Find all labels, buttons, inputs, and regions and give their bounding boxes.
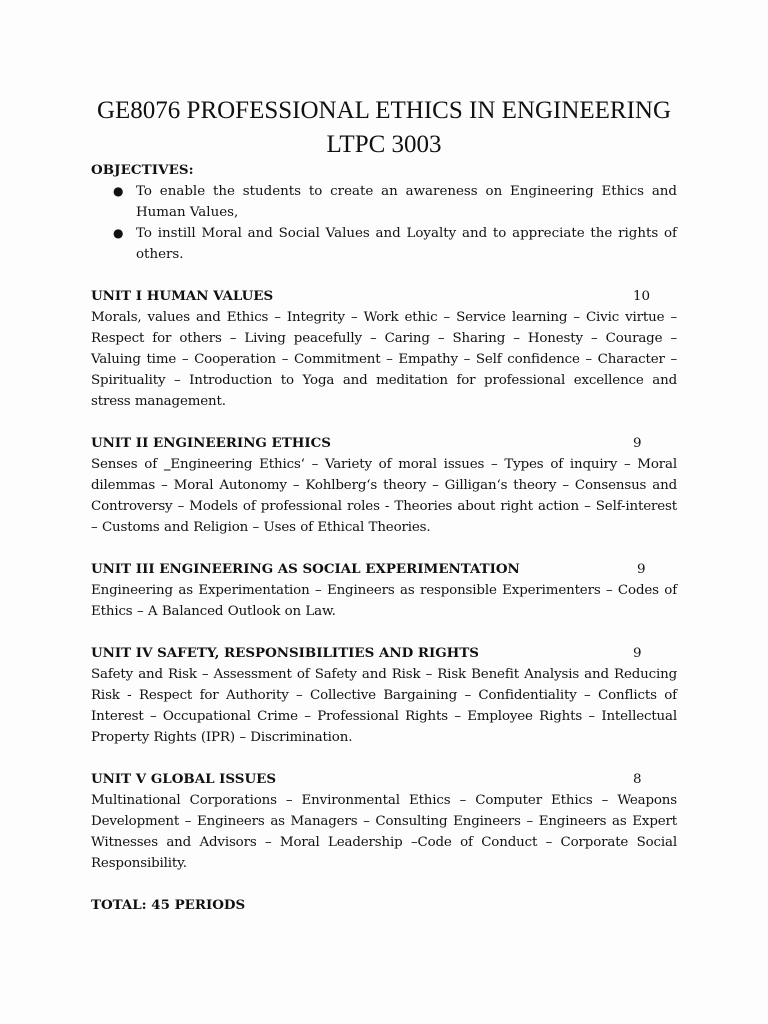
objective-text: To enable the students to create an awareness on Engineering Ethics and Human Values, xyxy=(136,184,677,220)
unit-content: Multinational Corporations – Environmental Ethics – Computer Ethics – Weapons Development – Engineers as Managers – Consulting Engineers – Engineers as Expert Witnesses and Advisors – Moral Leadership –Code of Conduct – Corporate Social Responsibility. xyxy=(91,793,677,871)
unit-hours: 8 xyxy=(633,772,642,787)
course-ltpc: LTPC 3003 xyxy=(326,131,442,158)
unit-title: UNIT I HUMAN VALUES xyxy=(91,288,274,304)
unit-title: UNIT IV SAFETY, RESPONSIBILITIES AND RIGHTS xyxy=(91,645,479,661)
total-periods: TOTAL: 45 PERIODS xyxy=(91,897,246,913)
bullet-icon: ● xyxy=(113,184,124,198)
unit-heading xyxy=(91,559,677,580)
syllabus-content xyxy=(91,160,677,916)
unit-section xyxy=(91,769,677,874)
unit-heading xyxy=(91,769,677,790)
unit-content: Morals, values and Ethics – Integrity – Work ethic – Service learning – Civic virtue – Respect for others – Living peacefully – Caring – Sharing – Honesty – Courage – Valuing time – Cooperation – Commitment – Empathy – Self confidence – Character – Spirituality – Introduction to Yoga and meditation for professional excellence and stress management. xyxy=(91,310,677,409)
unit-content: Senses of ‗Engineering Ethics‘ – Variety of moral issues – Types of inquiry – Moral dilemmas – Moral Autonomy – Kohlberg‘s theory – Gilligan‘s theory – Consensus and Controversy – Models of professional roles - Theories about right action – Self-interest – Customs and Religion – Uses of Ethical Theories. xyxy=(91,457,677,535)
unit-hours: 9 xyxy=(637,562,646,577)
unit-section xyxy=(91,559,677,622)
bullet-icon: ● xyxy=(113,226,124,240)
unit-hours: 9 xyxy=(633,436,642,451)
objective-text: To instill Moral and Social Values and Loyalty and to appreciate the rights of others. xyxy=(136,226,677,262)
unit-title: UNIT V GLOBAL ISSUES xyxy=(91,771,277,787)
objectives-heading: OBJECTIVES: xyxy=(91,162,194,178)
unit-heading xyxy=(91,433,677,454)
course-title: GE8076 PROFESSIONAL ETHICS IN ENGINEERING xyxy=(96,97,672,124)
objectives-list xyxy=(91,181,677,265)
unit-title: UNIT III ENGINEERING AS SOCIAL EXPERIMENTATION xyxy=(91,561,520,577)
unit-section xyxy=(91,286,677,412)
unit-hours: 9 xyxy=(633,646,642,661)
unit-hours: 10 xyxy=(633,289,651,304)
objective-item xyxy=(91,223,677,265)
unit-content: Safety and Risk – Assessment of Safety and Risk – Risk Benefit Analysis and Reducing Risk - Respect for Authority – Collective Bargaining – Confidentiality – Conflicts of Interest – Occupational Crime – Professional Rights – Employee Rights – Intellectual Property Rights (IPR) – Discrimination. xyxy=(91,667,677,745)
objective-item xyxy=(91,181,677,223)
unit-heading xyxy=(91,643,677,664)
unit-section xyxy=(91,643,677,748)
unit-content: Engineering as Experimentation – Engineers as responsible Experimenters – Codes of Ethics – A Balanced Outlook on Law. xyxy=(91,583,677,619)
unit-heading xyxy=(91,286,677,307)
unit-title: UNIT II ENGINEERING ETHICS xyxy=(91,435,331,451)
unit-section xyxy=(91,433,677,538)
